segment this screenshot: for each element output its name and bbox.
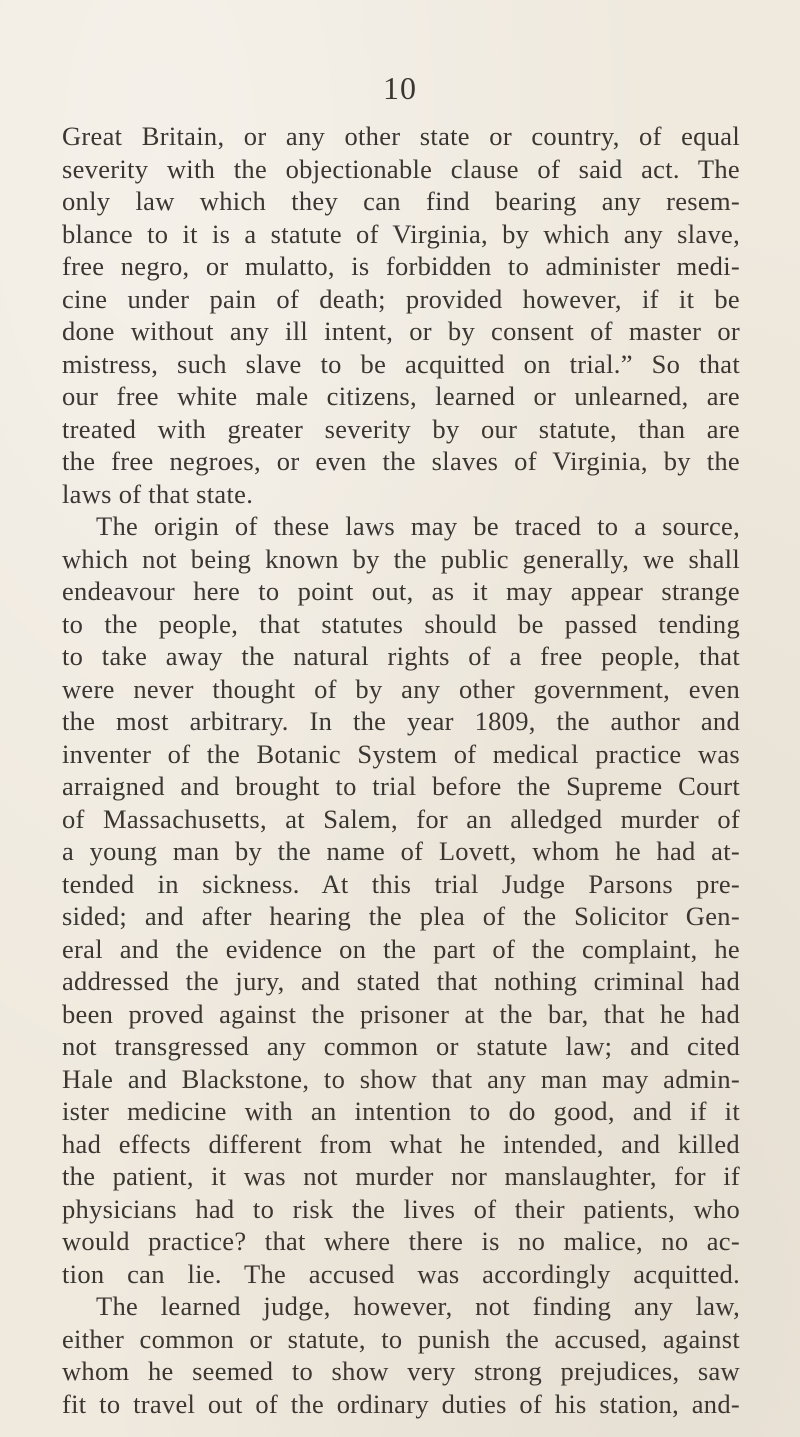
text-line: arraigned and brought to trial before the Supreme Court xyxy=(62,771,740,801)
text-line: been proved against the prisoner at the bar, that he had xyxy=(62,998,740,1029)
text-line: which not being known by the public generally, we shall xyxy=(62,543,740,574)
text-line: blance to it is a statute of Virginia, by which any slave, xyxy=(62,218,740,249)
text-line: The learned judge, however, not finding any law, xyxy=(96,1291,740,1321)
text-line: to take away the natural rights of a free people, that xyxy=(62,641,740,671)
text-line: had effects different from what he intended, and killed xyxy=(62,1128,740,1159)
text-line: the most arbitrary. In the year 1809, the author and xyxy=(62,706,740,736)
text-line: laws of that state. xyxy=(62,478,254,509)
text-line: The origin of these laws may be traced to a source, xyxy=(96,511,740,541)
text-line: treated with greater severity by our statute, than are xyxy=(62,413,740,444)
text-line: whom he seemed to show very strong prejudices, saw xyxy=(62,1356,740,1386)
text-line: a young man by the name of Lovett, whom he had at- xyxy=(62,836,740,866)
text-line: sided; and after hearing the plea of the Solicitor Gen- xyxy=(62,901,740,931)
text-line: our free white male citizens, learned or unlearned, are xyxy=(62,381,740,411)
text-line: tion can lie. The accused was accordingly acquitted. xyxy=(62,1258,740,1289)
text-line: Great Britain, or any other state or country, of equal xyxy=(62,121,740,151)
text-line: ister medicine with an intention to do good, and if it xyxy=(62,1096,740,1126)
text-line: inventer of the Botanic System of medical practice was xyxy=(62,738,740,769)
text-line: mistress, such slave to be acquitted on trial.” So that xyxy=(62,348,740,379)
text-line: endeavour here to point out, as it may appear strange xyxy=(62,576,740,606)
text-line: tended in sickness. At this trial Judge Parsons pre- xyxy=(62,868,740,899)
body-text xyxy=(62,120,740,1420)
text-line: severity with the objectionable clause of said act. The xyxy=(62,153,740,184)
text-line: done without any ill intent, or by consent of master or xyxy=(62,316,740,346)
text-line: eral and the evidence on the part of the complaint, he xyxy=(62,933,740,964)
text-line: not transgressed any common or statute law; and cited xyxy=(62,1031,740,1061)
page-number: 10 xyxy=(383,70,417,106)
text-line: Hale and Blackstone, to show that any man may admin- xyxy=(62,1063,740,1094)
text-line: to the people, that statutes should be passed tending xyxy=(62,608,740,639)
text-line: physicians had to risk the lives of their patients, who xyxy=(62,1193,740,1224)
text-line: fit to travel out of the ordinary duties of his station, and- xyxy=(62,1388,740,1419)
text-line: addressed the jury, and stated that nothing criminal had xyxy=(62,966,740,996)
text-line: free negro, or mulatto, is forbidden to administer medi- xyxy=(62,251,740,281)
text-line: either common or statute, to punish the accused, against xyxy=(62,1323,740,1354)
text-line: were never thought of by any other government, even xyxy=(62,673,740,704)
text-line: cine under pain of death; provided however, if it be xyxy=(62,283,740,314)
text-line: would practice? that where there is no malice, no ac- xyxy=(62,1226,740,1256)
text-line: the free negroes, or even the slaves of Virginia, by the xyxy=(62,446,740,476)
text-line: the patient, it was not murder nor manslaughter, for if xyxy=(62,1161,740,1191)
text-line: only law which they can find bearing any resem- xyxy=(62,186,740,216)
text-line: of Massachusetts, at Salem, for an alledged murder of xyxy=(62,803,740,834)
